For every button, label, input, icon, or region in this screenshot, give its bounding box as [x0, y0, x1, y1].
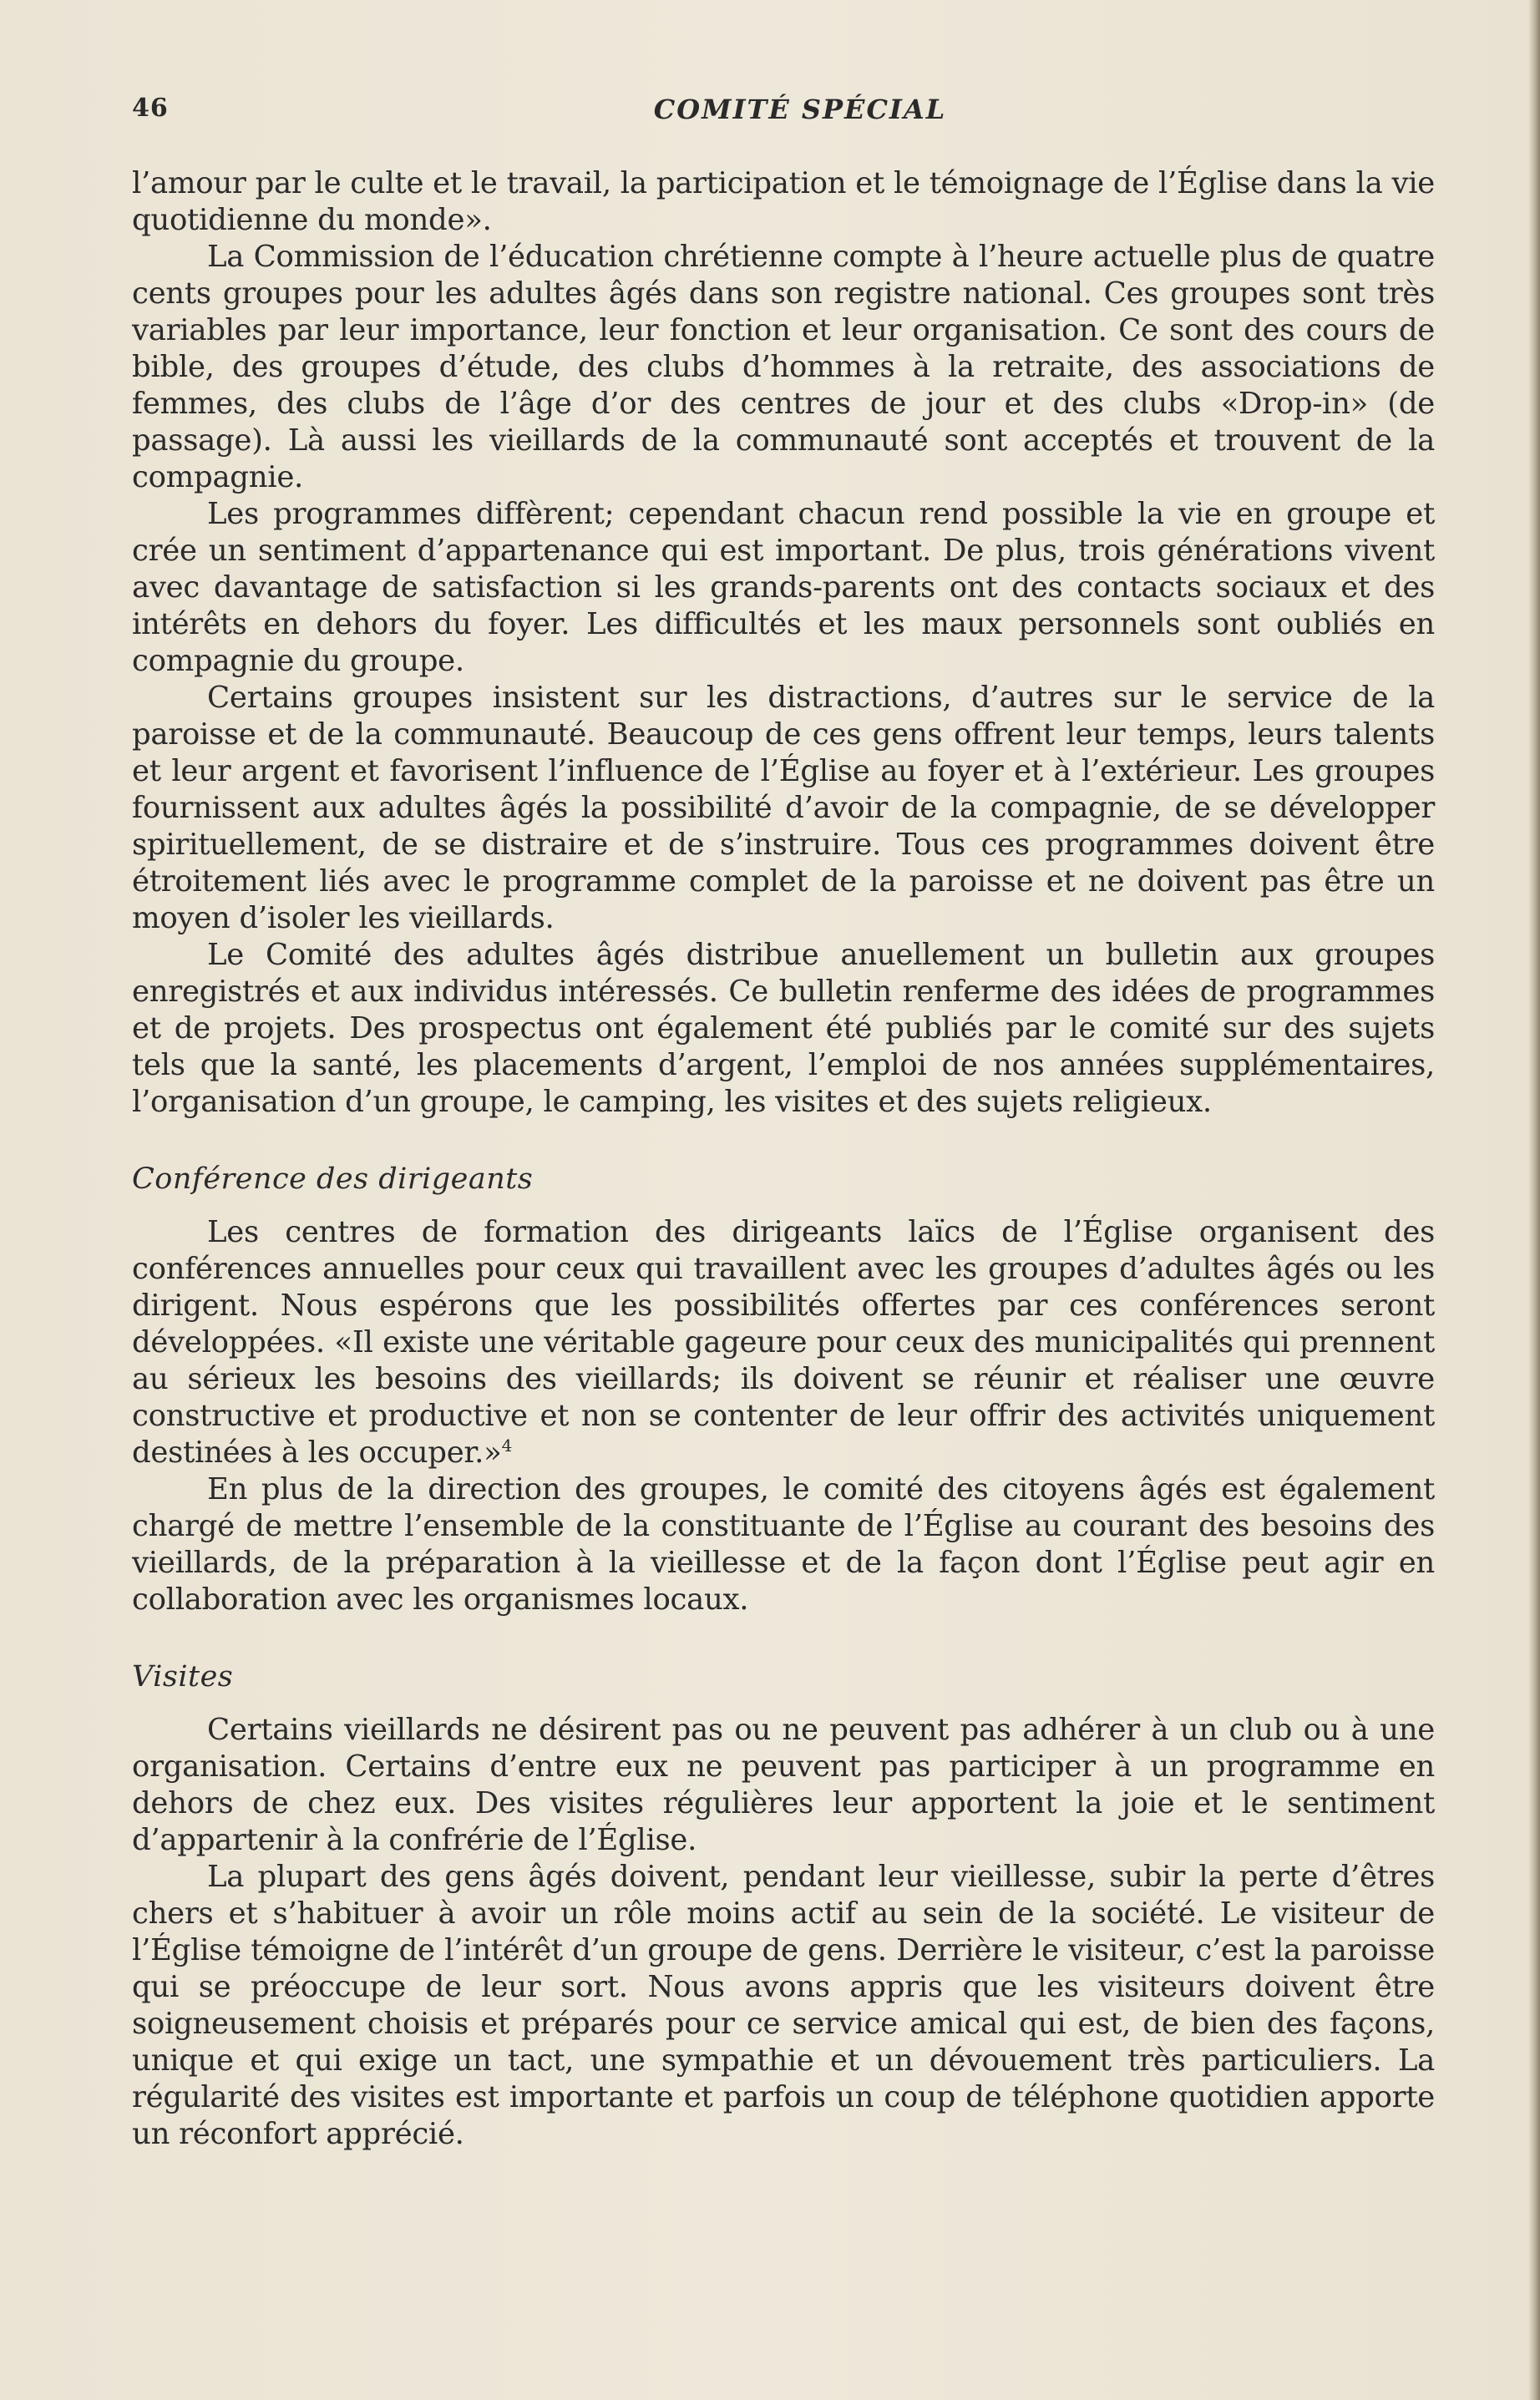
- section-heading-visites: Visites: [132, 1660, 234, 1694]
- paragraph: Certains vieillards ne désirent pas ou ne peuvent pas adhérer à un club ou à une organisation. Certains d’entre eux ne peuvent pas participer à un programme en dehors de chez eux. Des visites régulières leur apportent la joie et le sentiment d’appartenir à la confrérie de l’Église.: [132, 1713, 1435, 1857]
- paragraph: Les programmes diffèrent; cependant chacun rend possible la vie en groupe et crée un sentiment d’appartenance qui est important. De plus, trois générations vivent avec davantage de satisfaction si les grands-parents ont des contacts sociaux et des intérêts en dehors du foyer. Les difficultés et les maux personnels sont oubliés en compagnie du groupe.: [132, 497, 1435, 678]
- paragraph-continuation: l’amour par le culte et le travail, la participation et le témoignage de l’Église dans la vie quotidienne du monde».: [132, 166, 1435, 237]
- paragraph: En plus de la direction des groupes, le comité des citoyens âgés est également chargé de mettre l’ensemble de la constituante de l’Église au courant des besoins des vieillards, de la préparation à la vieillesse et de la façon dont l’Église peut agir en collaboration avec les organismes locaux.: [132, 1472, 1435, 1617]
- paragraph-text: Les centres de formation des dirigeants laïcs de l’Église organisent des conférences annuelles pour ceux qui travaillent avec les groupes d’adultes âgés ou les dirigent. Nous espérons que les possibilités offertes par ces conférences seront développées. «Il existe une véritable gageure pour ceux des municipalités qui prennent au sérieux les besoins des vieillards; ils doivent se réunir et réaliser une œuvre constructive et productive et non se contenter de leur offrir des activités uniquement destinées à les occuper.»: [132, 1215, 1435, 1470]
- page-number: 46: [132, 94, 169, 123]
- footnote-reference: 4: [501, 1435, 513, 1456]
- page-edge-shadow: [1528, 0, 1540, 2400]
- running-head: COMITÉ SPÉCIAL: [653, 94, 947, 125]
- page-header: [132, 94, 1435, 135]
- section-heading-conference: Conférence des dirigeants: [132, 1162, 534, 1196]
- paragraph: Le Comité des adultes âgés distribue anuellement un bulletin aux groupes enregistrés et aux individus intéressés. Ce bulletin renferme des idées de programmes et de projets. Des prospectus ont également été publiés par le comité sur des sujets tels que la santé, les placements d’argent, l’emploi de nos années supplémentaires, l’organisation d’un groupe, le camping, les visites et des sujets religieux.: [132, 938, 1435, 1119]
- paragraph: La Commission de l’éducation chrétienne compte à l’heure actuelle plus de quatre cents groupes pour les adultes âgés dans son registre national. Ces groupes sont très variables par leur importance, leur fonction et leur organisation. Ce sont des cours de bible, des groupes d’étude, des clubs d’hommes à la retraite, des associations de femmes, des clubs de l’âge d’or des centres de jour et des clubs «Drop-in» (de passage). Là aussi les vieillards de la communauté sont acceptés et trouvent de la compagnie.: [132, 240, 1435, 494]
- paragraph: La plupart des gens âgés doivent, pendant leur vieillesse, subir la perte d’êtres chers et s’habituer à avoir un rôle moins actif au sein de la société. Le visiteur de l’Église témoigne de l’intérêt d’un groupe de gens. Derrière le visiteur, c’est la paroisse qui se préoccupe de leur sort. Nous avons appris que les visiteurs doivent être soigneusement choisis et préparés pour ce service amical qui est, de bien des façons, unique et qui exige un tact, une sympathie et un dévouement très particuliers. La régularité des visites est importante et parfois un coup de téléphone quotidien apporte un réconfort apprécié.: [132, 1860, 1435, 2151]
- body-text: [132, 165, 1435, 2153]
- paragraph: Certains groupes insistent sur les distractions, d’autres sur le service de la paroisse et de la communauté. Beaucoup de ces gens offrent leur temps, leurs talents et leur argent et favorisent l’influence de l’Église au foyer et à l’extérieur. Les groupes fournissent aux adultes âgés la possibilité d’avoir de la compagnie, de se développer spirituellement, de se distraire et de s’instruire. Tous ces programmes doivent être étroitement liés avec le programme complet de la paroisse et ne doivent pas être un moyen d’isoler les vieillards.: [132, 681, 1435, 935]
- paragraph: [132, 1214, 1435, 1471]
